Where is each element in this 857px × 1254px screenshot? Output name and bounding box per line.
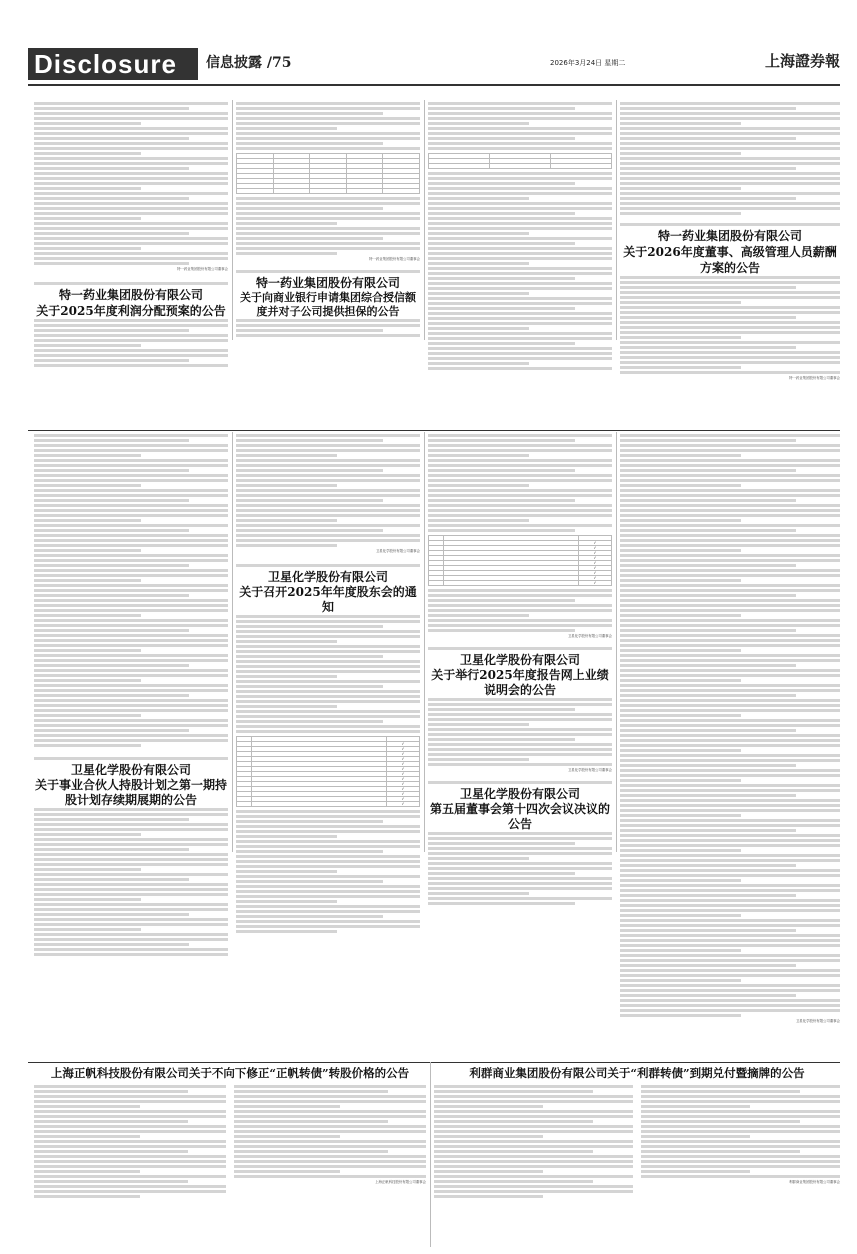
notice-title: 关于向商业银行申请集团综合授信额度并对子公司提供担保的公告 (240, 291, 416, 318)
check-mark: ✓ (387, 777, 420, 782)
notice-column (34, 434, 228, 1060)
dateline: 2026年3月24日 星期二 (550, 59, 626, 67)
check-mark: ✓ (387, 797, 420, 802)
section-rule (28, 430, 840, 431)
notice-column (428, 102, 612, 430)
notice-signature: 上海正帆科技股份有限公司董事会 (375, 1180, 426, 1184)
notice-signature: 特一药业集团股份有限公司董事会 (789, 376, 840, 380)
newspaper-name: 上海證券報 (764, 52, 840, 70)
section-title: 信息披露 /75 (206, 55, 292, 71)
notice-column (620, 102, 840, 430)
notice-title: 关于2026年度董事、高级管理人员薪酬方案的公告 (623, 245, 837, 275)
check-mark: ✓ (387, 787, 420, 792)
notice-column (428, 434, 612, 1060)
check-mark: ✓ (579, 566, 612, 571)
check-mark: ✓ (387, 757, 420, 762)
masthead-rule (28, 84, 840, 86)
check-mark: ✓ (579, 541, 612, 546)
check-mark: ✓ (579, 576, 612, 581)
notice-company: 特一药业集团股份有限公司 (657, 229, 802, 243)
notice-company: 特一药业集团股份有限公司 (58, 288, 203, 302)
notice-company: 卫星化学股份有限公司 (459, 787, 580, 801)
check-mark: ✓ (579, 551, 612, 556)
column-divider (616, 432, 617, 852)
notice-column (620, 434, 840, 1060)
section-brand: Disclosure (28, 48, 198, 80)
column-divider (424, 100, 425, 340)
check-mark: ✓ (387, 747, 420, 752)
check-mark: ✓ (387, 752, 420, 757)
check-mark: ✓ (387, 792, 420, 797)
check-mark: ✓ (387, 772, 420, 777)
notice-signature: 卫星化学股份有限公司董事会 (567, 634, 612, 638)
notice-signature: 特一药业集团股份有限公司董事会 (369, 257, 420, 261)
check-mark: ✓ (387, 762, 420, 767)
notice-company: 卫星化学股份有限公司 (267, 570, 388, 584)
notice-column (34, 102, 228, 430)
proposal-table (236, 736, 420, 807)
notice-title: 关于2025年度利润分配预案的公告 (36, 304, 226, 318)
column-divider (616, 100, 617, 340)
check-mark: ✓ (579, 561, 612, 566)
notice-signature: 利群商业集团股份有限公司董事会 (789, 1180, 840, 1184)
notice-company: 卫星化学股份有限公司 (70, 763, 191, 777)
column-divider (424, 432, 425, 852)
data-table (236, 153, 420, 194)
check-mark: ✓ (579, 556, 612, 561)
notice-title: 第五届董事会第十四次会议决议的公告 (429, 802, 610, 831)
check-mark: ✓ (387, 742, 420, 747)
notice-signature: 卫星化学股份有限公司董事会 (375, 549, 420, 553)
check-mark: ✓ (579, 571, 612, 576)
data-table (428, 153, 612, 169)
notice-title: 关于召开2025年年度股东会的通知 (239, 585, 417, 614)
notice-company: 特一药业集团股份有限公司 (255, 276, 400, 290)
check-mark: ✓ (579, 581, 612, 586)
check-mark: ✓ (579, 546, 612, 551)
notice-signature: 卫星化学股份有限公司董事会 (567, 768, 612, 772)
column-divider (430, 1062, 431, 1247)
notice-title: 利群商业集团股份有限公司关于“利群转债”到期兑付暨摘牌的公告 (469, 1066, 805, 1080)
notice-signature: 卫星化学股份有限公司董事会 (795, 1019, 840, 1023)
section-rule (28, 1062, 840, 1063)
check-mark: ✓ (387, 802, 420, 807)
notice-column (236, 434, 420, 1060)
notice-title: 上海正帆科技股份有限公司关于不向下修正“正帆转债”转股价格的公告 (50, 1066, 410, 1080)
check-mark: ✓ (387, 782, 420, 787)
column-divider (232, 100, 233, 340)
notice-column (236, 102, 420, 430)
notice-title: 关于举行2025年度报告网上业绩说明会的公告 (431, 668, 609, 697)
notice-title: 关于事业合伙人持股计划之第一期持股计划存续期展期的公告 (34, 778, 227, 807)
notice-block (34, 1066, 426, 1248)
check-mark: ✓ (387, 767, 420, 772)
column-divider (232, 432, 233, 852)
proposal-table (428, 535, 612, 586)
notice-block (434, 1066, 840, 1248)
notice-company: 卫星化学股份有限公司 (459, 653, 580, 667)
masthead (28, 48, 840, 80)
notice-signature: 特一药业集团股份有限公司董事会 (177, 267, 228, 271)
